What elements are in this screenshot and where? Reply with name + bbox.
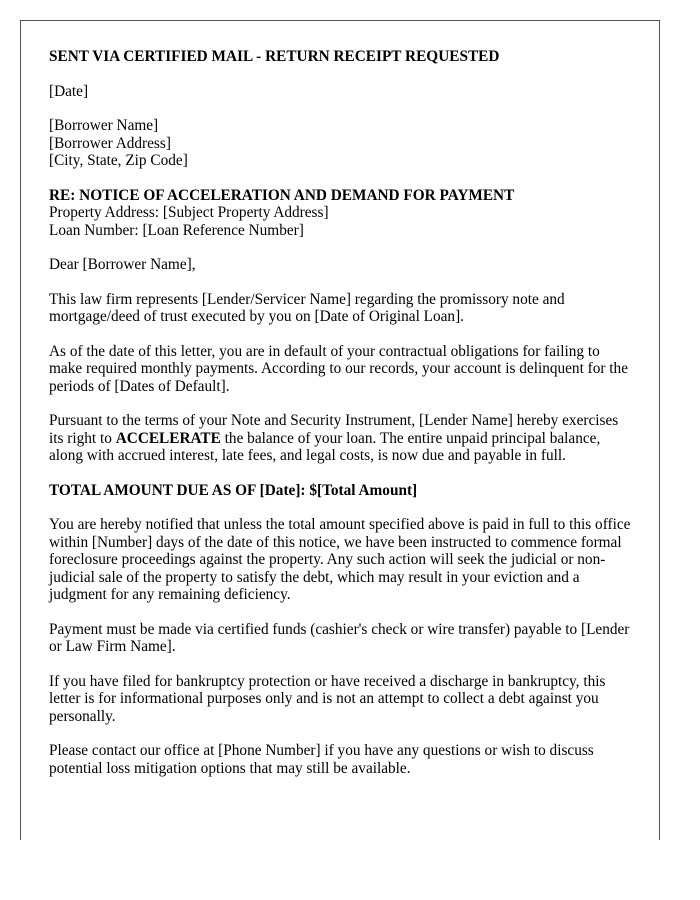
acceleration-text-before: Pursuant to the terms of your Note and Security Instrument, [Lender Name] hereby exercises its right to [49, 412, 619, 447]
recipient-block [49, 117, 631, 170]
recipient-city-state-zip: [City, State, Zip Code] [49, 152, 188, 169]
mail-notice: SENT VIA CERTIFIED MAIL - RETURN RECEIPT REQUESTED [49, 48, 500, 65]
paragraph-payment-method: Payment must be made via certified funds (cashier's check or wire transfer) payable to [Lender or Law Firm Name]. [49, 620, 630, 655]
salutation: Dear [Borrower Name], [49, 256, 196, 273]
recipient-name: [Borrower Name] [49, 117, 159, 134]
property-address-line: Property Address: [Subject Property Address] [49, 204, 329, 221]
re-block [49, 187, 631, 240]
recipient-address: [Borrower Address] [49, 134, 171, 152]
acceleration-text-after: the balance of your loan. The entire unpaid principal balance, along with accrued interest, late fees, and legal costs, is now due and payable in full. [49, 429, 601, 464]
letter-date: [Date] [49, 82, 89, 100]
total-amount-due: TOTAL AMOUNT DUE AS OF [Date]: $[Total Amount] [49, 481, 418, 499]
paragraph-representation: This law firm represents [Lender/Servicer Name] regarding the promissory note and mortgage/deed of trust executed by you on [Date of Original Loan]. [49, 290, 565, 325]
accelerate-emphasis: ACCELERATE [115, 429, 221, 447]
paragraph-default: As of the date of this letter, you are in default of your contractual obligations for failing to make required monthly payments. According to our records, your account is delinquent for the periods of [Dates of Default]. [49, 342, 628, 395]
paragraph-foreclosure-notice: You are hereby notified that unless the total amount specified above is paid in full to this office within [Number] days of the date of this notice, we have been instructed to commence formal foreclosure proceedings against the property. Any such action will seek the judicial or non-judicial sale of the property to satisfy the debt, which may result in your eviction and a judgment for any remaining deficiency. [49, 516, 631, 603]
paragraph-acceleration [49, 412, 631, 465]
paragraph-contact: Please contact our office at [Phone Number] if you have any questions or wish to discuss potential loss mitigation options that may still be available. [49, 742, 594, 777]
re-title: RE: NOTICE OF ACCELERATION AND DEMAND FOR PAYMENT [49, 186, 515, 204]
paragraph-bankruptcy: If you have filed for bankruptcy protection or have received a discharge in bankruptcy, this letter is for informational purposes only and is not an attempt to collect a debt against you personally. [49, 672, 606, 725]
loan-number-line: Loan Number: [Loan Reference Number] [49, 221, 304, 239]
letter-page [20, 20, 660, 840]
